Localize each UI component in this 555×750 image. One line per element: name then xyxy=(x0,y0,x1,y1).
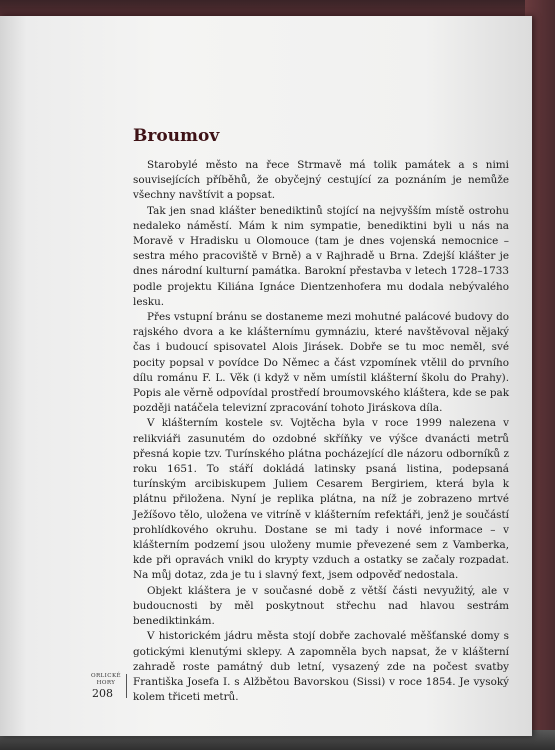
body-text xyxy=(133,158,509,705)
paragraph: Objekt kláštera je v současné době z větší části nevyužitý, ale v budoucnosti by měl poskytnout střechu nad hlavou sestrám benediktinkám. xyxy=(133,584,509,628)
book-page xyxy=(0,16,532,736)
paragraph: Tak jen snad klášter benediktinů stojící na nejvyšším místě ostrohu nedaleko náměstí. Mám k nim sympatie, benediktini byli u nás na Moravě v Hradisku u Olomouce (tam je dnes vojenská nemocnice – sestra mého pracoviště v Brně) a v Rajhradě u Brna. Zdejší klášter je dnes národní kulturní památka. Barokní přestavba v letech 1728–1733 podle projektu Kiliána Ignáce Dientzenhofera mu dodala nebývalého lesku. xyxy=(133,204,509,308)
paragraph: Starobylé město na řece Strmavě má tolik památek a s nimi souvisejících příběhů, že obyčejný cestující za poznáním je nemůže všechny navštívit a popsat. xyxy=(133,159,509,202)
chapter-title: Broumov xyxy=(133,126,220,146)
paragraph: Přes vstupní bránu se dostaneme mezi mohutné palácové budovy do rajského dvora a ke klášternímu gymnáziu, které navštěvoval nějaký čas i budoucí spisovatel Alois Jirásek. Dobře se tu moc neměl, své pocity popsal v povídce Do Němec a část vzpomínek vtělil do prvního dílu románu F. L. Věk (i když v něm umístil klášterní školu do Prahy). Popis ale věrně odpovídal prostředí broumovského kláštera, kde se pak později natáčela televizní zpracování tohoto Jiráskova díla. xyxy=(133,311,509,415)
paragraph: V historickém jádru města stojí dobře zachovalé měšťanské domy s gotickými klenutými sklepy. A zapomněla bych napsat, že v klášterní zahradě roste památný dub letní, vysazený zde na počest svatby Františka Josefa I. s Alžbětou Bavorskou (Sissi) v roce 1854. Je vysoký kolem třiceti metrů. xyxy=(133,630,509,704)
paragraph: V klášterním kostele sv. Vojtěcha byla v roce 1999 nalezena v relikviáři zasunutém do ozdobné skříňky ve výšce dvanácti metrů přesná kopie tzv. Turínského plátna pocházející dle názoru odborníků z roku 1651. To stáří dokládá latinsky psaná listina, podepsaná turínským arcibiskupem Juliem Cesarem Bergiriem, která byla k plátnu přiložena. Nyní je replika plátna, na níž je zobrazeno mrtvé Ježíšovo tělo, uložena ve vitríně v klášterním refektáři, jenž je součástí prohlídkového okruhu. Dostane se mi tady i nové informace – v klášterním podzemí jsou uloženy mumie převezené sem z Vamberka, kde při opravách vnikl do krypty vzduch a ostatky se začaly rozpadat. Na můj dotaz, zda je tu i slavný fext, jsem odpověď nedostala. xyxy=(133,417,509,582)
page-number: 208 xyxy=(92,687,113,700)
margin-divider xyxy=(126,674,127,698)
section-label: ORLICKÉ HORY xyxy=(90,673,122,686)
